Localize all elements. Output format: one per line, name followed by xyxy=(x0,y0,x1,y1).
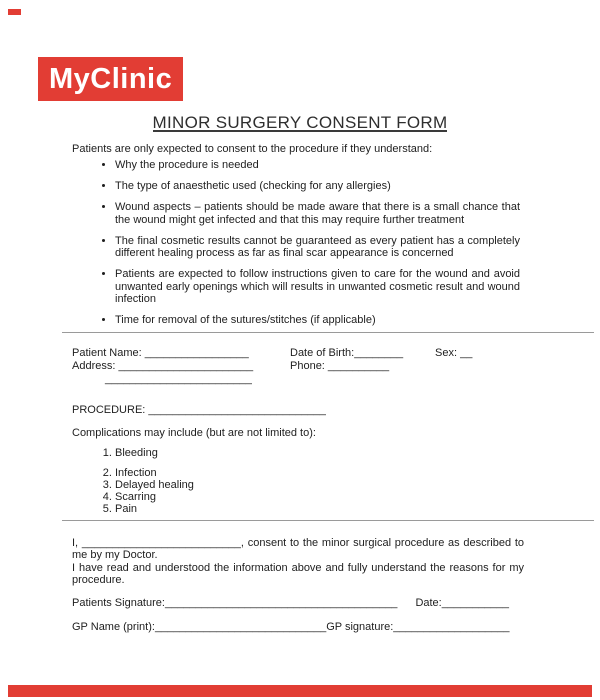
dob-label: Date of Birth: xyxy=(290,346,355,359)
bullet-item-wound-aspects: • Wound aspects – patients should be made aware that there is a small chance that the wound might get infected and that this may require further treatment xyxy=(115,201,520,226)
myclinic-logo-text: MyClinic xyxy=(49,62,173,95)
complication-item-scarring: 4. Scarring xyxy=(115,491,600,503)
patient-name-label: Patient Name: xyxy=(72,346,145,359)
consent-statement xyxy=(72,537,524,587)
phone-field xyxy=(290,360,435,373)
patient-signature-blank: ______________________________________ xyxy=(164,596,398,609)
complications-heading: Complications may include (but are not limited to): xyxy=(72,427,316,439)
patient-name-blank: _________________ xyxy=(144,346,249,359)
bullet-item-follow-instructions: • Patients are expected to follow instructions given to care for the wound and avoid unwanted early openings which will results in unwanted cosmetic result and wound infection xyxy=(115,268,520,306)
bottom-accent-bar xyxy=(8,685,592,697)
sex-label: Sex: xyxy=(435,346,461,359)
patient-info-grid xyxy=(72,347,600,386)
address-line2-blank: ________________________ xyxy=(105,372,252,385)
myclinic-logo xyxy=(38,57,183,101)
complications-list xyxy=(72,447,600,515)
gp-signature-blank: ___________________ xyxy=(393,621,510,633)
complication-item-bleeding: 1. Bleeding xyxy=(115,447,600,459)
divider-top xyxy=(62,332,594,333)
dob-blank: ________ xyxy=(354,346,404,359)
address-line2-field xyxy=(72,373,290,386)
address-field xyxy=(72,360,290,373)
bullet-item-why-needed: • Why the procedure is needed xyxy=(115,159,520,172)
procedure-blank: _____________________________ xyxy=(148,403,326,416)
title-wrap xyxy=(0,113,600,132)
date-field xyxy=(415,597,509,609)
phone-blank: __________ xyxy=(327,359,390,372)
patient-name-field xyxy=(72,347,290,360)
sex-field xyxy=(435,347,600,360)
bullet-item-anaesthetic: • The type of anaesthetic used (checking for any allergies) xyxy=(115,180,520,193)
dob-field xyxy=(290,347,435,360)
top-accent-mark xyxy=(8,9,21,15)
complication-item-delayed-healing: 3. Delayed healing xyxy=(115,479,600,491)
procedure-field xyxy=(72,404,600,417)
patient-signature-row xyxy=(72,597,600,610)
phone-label: Phone: xyxy=(290,359,328,372)
gp-signature-row xyxy=(72,621,600,634)
date-blank: ___________ xyxy=(441,596,510,609)
gp-signature-label: GP signature: xyxy=(326,621,394,633)
consent-acknowledgement: I have read and understood the information above and fully understand the reasons for my procedure. xyxy=(72,561,524,586)
consent-prefix: I, xyxy=(72,536,82,549)
gp-name-label: GP Name (print): xyxy=(72,621,155,633)
patient-signature-label: Patients Signature: xyxy=(72,596,165,609)
intro-text: Patients are only expected to consent to the procedure if they understand: xyxy=(72,142,433,155)
bullet-item-cosmetic-results: • The final cosmetic results cannot be guaranteed as every patient has a completely different healing process as far as final scar appearance is concerned xyxy=(115,235,520,260)
divider-bottom xyxy=(62,520,594,521)
form-title: MINOR SURGERY CONSENT FORM xyxy=(152,113,448,132)
date-label: Date: xyxy=(415,596,442,609)
complication-item-pain: 5. Pain xyxy=(115,503,600,515)
gp-name-blank: ____________________________ xyxy=(154,621,327,633)
address-label: Address: xyxy=(72,359,119,372)
complication-item-infection: 2. Infection xyxy=(115,467,600,479)
bullet-item-suture-removal: • Time for removal of the sutures/stitches (if applicable) xyxy=(115,314,520,327)
address-blank: ______________________ xyxy=(118,359,254,372)
consent-suffix: , consent to the minor surgical procedure as described to me by my Doctor. xyxy=(72,536,525,561)
sex-blank: __ xyxy=(460,346,473,359)
consent-name-blank: __________________________ xyxy=(81,536,241,549)
procedure-label: PROCEDURE: xyxy=(72,403,149,416)
understanding-bullet-list xyxy=(72,159,520,327)
